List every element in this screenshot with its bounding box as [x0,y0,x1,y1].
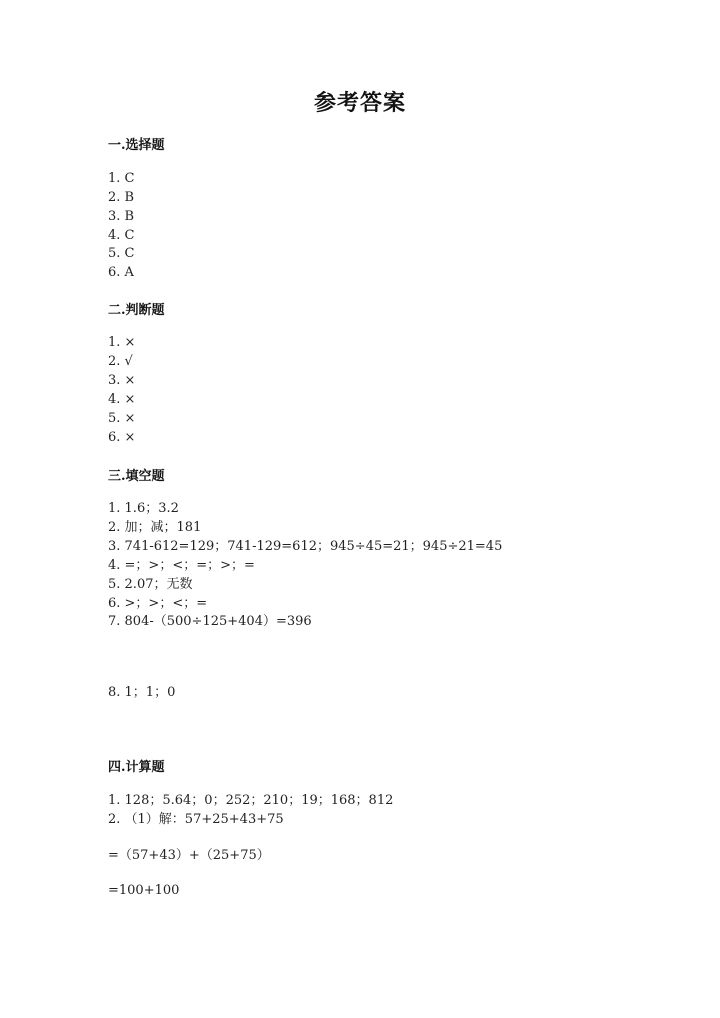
answer-line: 4. C [108,228,135,243]
answer-line: 1. × [108,335,136,350]
answer-line: 5. 2.07；无数 [108,577,193,592]
answer-line: =（57+43）+（25+75） [108,848,270,863]
answer-line: 6. × [108,430,136,445]
answer-line: 5. C [108,246,135,261]
answer-line: 4. × [108,392,136,407]
answer-line: 2. （1）解：57+25+43+75 [108,812,284,827]
answer-line: 1. C [108,171,135,186]
section-title-calc: 四.计算题 [108,760,165,775]
section-title-fill: 三.填空题 [108,469,165,484]
answer-line: 1. 128；5.64；0；252；210；19；168；812 [108,793,394,808]
answer-line: 2. 加；减；181 [108,520,202,535]
answer-line: =100+100 [108,883,180,898]
answer-line: 3. × [108,373,136,388]
answer-line: 2. B [108,190,135,205]
answer-line: 5. × [108,411,136,426]
answer-line: 6. >；>；<；= [108,596,208,611]
answer-line: 3. 741-612=129；741-129=612；945÷45=21；945÷21=45 [108,539,503,554]
answer-line: 4. =；>；<；=；>；= [108,558,255,573]
answer-line: 1. 1.6；3.2 [108,501,179,516]
answer-line: 6. A [108,265,134,280]
answer-line: 2. √ [108,354,133,369]
answer-line: 7. 804-（500÷125+404）=396 [108,614,312,629]
section-title-choice: 一.选择题 [108,138,165,153]
section-title-judge: 二.判断题 [108,303,165,318]
answer-line: 8. 1；1；0 [108,685,176,700]
answer-line: 3. B [108,209,135,224]
page-title: 参考答案 [313,90,406,116]
